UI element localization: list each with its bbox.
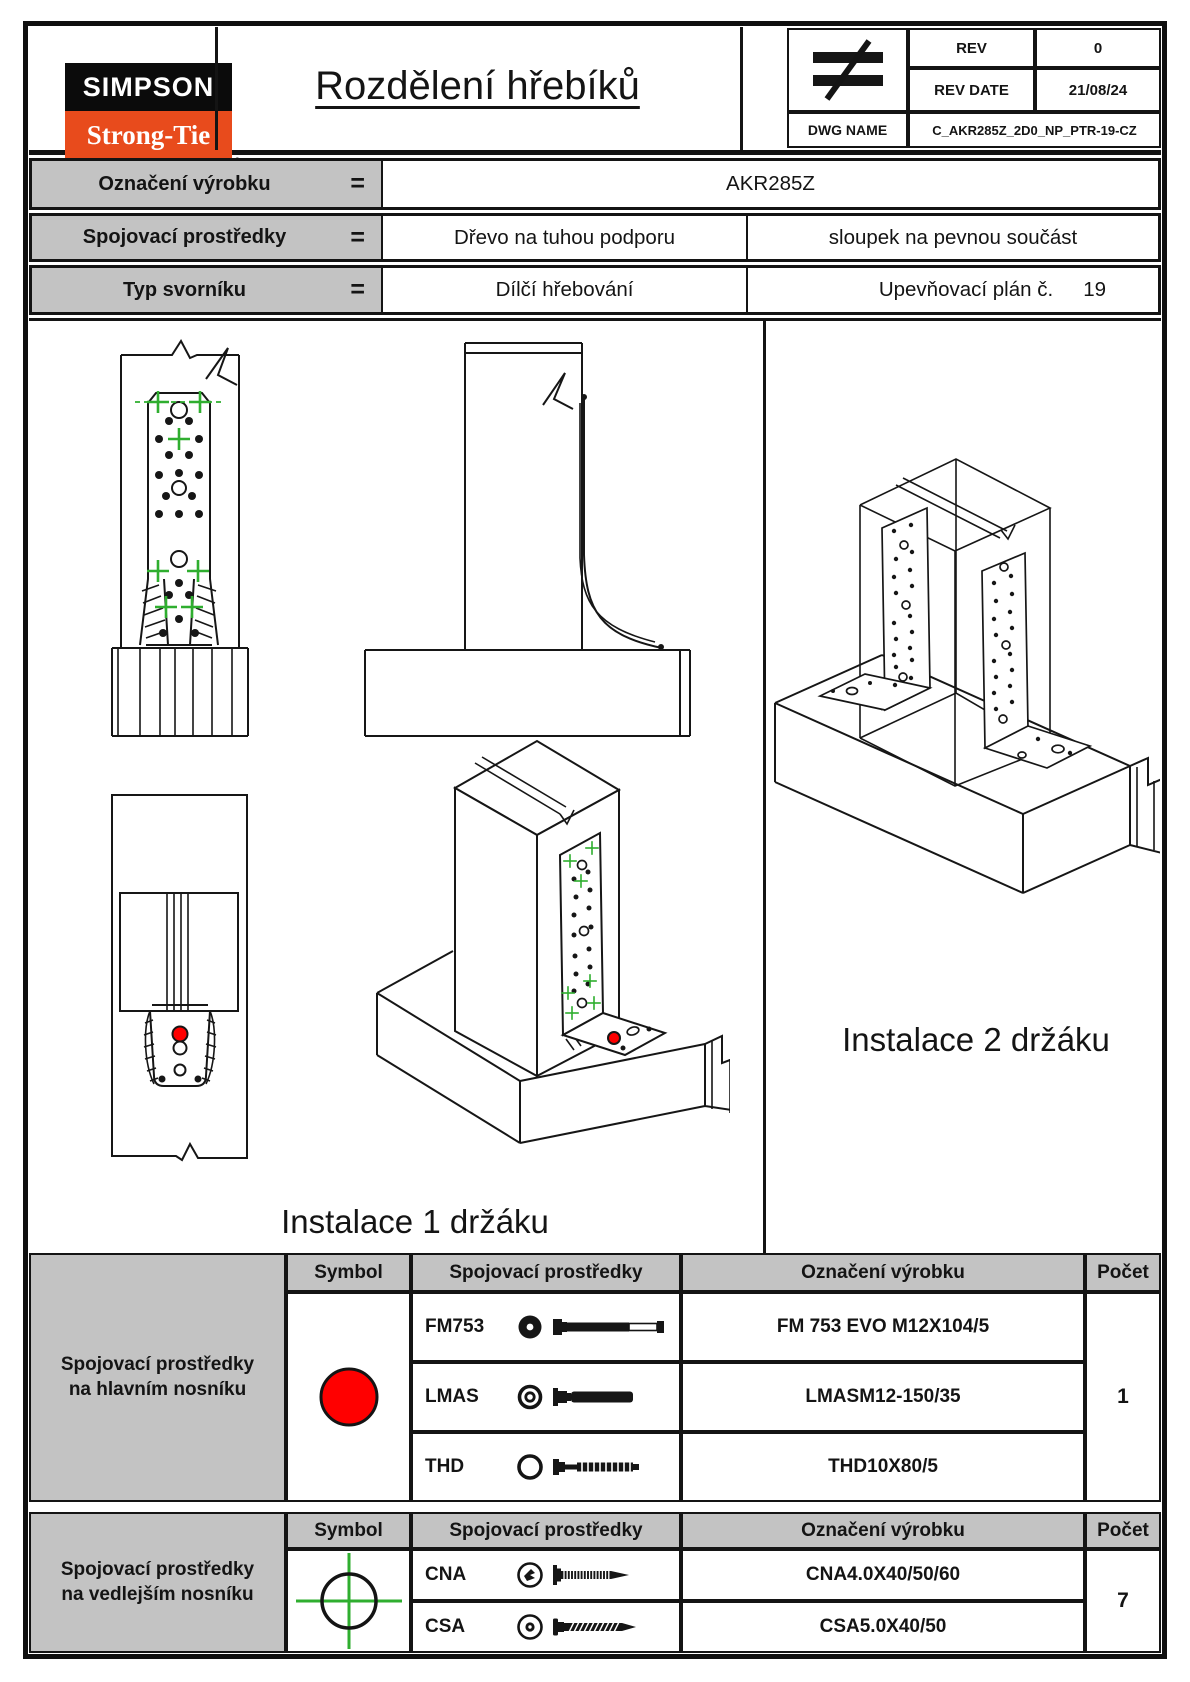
equals-sign: = bbox=[350, 275, 365, 304]
iso-view-1-drawing bbox=[370, 713, 730, 1243]
column-header-fasteners: Spojovací prostředky bbox=[411, 1253, 681, 1292]
bolt-type-label: Typ svorníku = bbox=[32, 268, 383, 312]
column-header-product: Označení výrobku bbox=[681, 1512, 1085, 1549]
fixing-plan-number: 19 bbox=[1083, 278, 1106, 301]
fastener-code: THD bbox=[425, 1456, 465, 1477]
page-title: Rozdělení hřebíků bbox=[315, 63, 640, 108]
csa-screw-icon bbox=[551, 1612, 675, 1642]
column-header-product: Označení výrobku bbox=[681, 1253, 1085, 1292]
beam bbox=[112, 648, 248, 736]
thd-ring-icon bbox=[515, 1452, 545, 1482]
rev-label-cell: REV bbox=[908, 28, 1035, 68]
rev-value-cell: 0 bbox=[1035, 28, 1161, 68]
strongtie-wordmark: Strong-Tie bbox=[65, 111, 232, 160]
iso-view-2-drawing bbox=[770, 433, 1160, 1013]
beam-outline bbox=[112, 795, 247, 1160]
fastener-code: LMAS bbox=[425, 1386, 479, 1407]
fasteners-value-1: Dřevo na tuhou podporu bbox=[383, 216, 748, 259]
main-count-cell: 1 bbox=[1085, 1292, 1161, 1502]
install-1-caption: Instalace 1 držáku bbox=[281, 1203, 549, 1240]
not-equal-icon bbox=[802, 37, 894, 103]
main-table-row-label: Spojovací prostředky na hlavním nosníku bbox=[29, 1253, 286, 1502]
dwg-name-label-cell: DWG NAME bbox=[787, 112, 908, 148]
install-2-caption: Instalace 2 držáku bbox=[842, 1021, 1110, 1058]
product-cell: LMASM12-150/35 bbox=[681, 1362, 1085, 1432]
fastener-code: CSA bbox=[425, 1616, 466, 1637]
secondary-fasteners-table bbox=[29, 1512, 1161, 1653]
simpson-wordmark: SIMPSON bbox=[65, 63, 232, 111]
column-header-count: Počet bbox=[1085, 1253, 1161, 1292]
column-header-fasteners: Spojovací prostředky bbox=[411, 1512, 681, 1549]
column-header-count: Počet bbox=[1085, 1512, 1161, 1549]
cna-nail-icon bbox=[551, 1560, 675, 1590]
product-cell: CNA4.0X40/50/60 bbox=[681, 1549, 1085, 1601]
post-section bbox=[120, 893, 238, 1011]
column-header-symbol: Symbol bbox=[286, 1253, 411, 1292]
fastener-code: FM753 bbox=[425, 1316, 485, 1337]
red-anchor-marker bbox=[173, 1027, 188, 1042]
main-fasteners-table bbox=[29, 1253, 1161, 1502]
product-value: AKR285Z bbox=[726, 172, 815, 195]
lmas-ring-icon bbox=[515, 1382, 545, 1412]
bracket-profile bbox=[580, 394, 664, 650]
fixing-plan-cell bbox=[748, 268, 1158, 312]
csa-ring-dot-icon bbox=[515, 1612, 545, 1642]
post-outline bbox=[465, 343, 582, 650]
secondary-table-row-label: Spojovací prostředky na vedlejším nosníku bbox=[29, 1512, 286, 1653]
cna-anchor-icon bbox=[515, 1560, 545, 1590]
side-view-drawing bbox=[360, 333, 695, 743]
header-divider-2 bbox=[740, 27, 743, 150]
info-row-fasteners bbox=[29, 213, 1161, 262]
drawing-area-divider bbox=[763, 321, 766, 1256]
fm753-bolt-icon bbox=[551, 1312, 675, 1342]
info-row-bolt-type bbox=[29, 265, 1161, 315]
red-anchor-marker bbox=[608, 1032, 620, 1044]
drawing-area bbox=[29, 318, 1161, 1256]
secondary-symbol-cell bbox=[286, 1549, 411, 1653]
break-symbol bbox=[543, 373, 573, 409]
bracket-right bbox=[982, 553, 1090, 768]
bracket-left bbox=[820, 508, 930, 710]
info-row-product bbox=[29, 158, 1161, 210]
equals-sign: = bbox=[350, 169, 365, 198]
product-cell: FM 753 EVO M12X104/5 bbox=[681, 1292, 1085, 1362]
column-header-symbol: Symbol bbox=[286, 1512, 411, 1549]
bolt-type-value: Dílčí hřebování bbox=[383, 268, 748, 312]
rev-date-value-cell: 21/08/24 bbox=[1035, 68, 1161, 112]
revision-symbol-cell bbox=[787, 28, 908, 112]
fastener-code: CNA bbox=[425, 1564, 467, 1585]
fastener-row-thd bbox=[411, 1432, 681, 1502]
front-view-drawing bbox=[80, 333, 260, 743]
secondary-count-cell: 7 bbox=[1085, 1549, 1161, 1653]
green-crosshair-icon bbox=[290, 1551, 408, 1651]
fastener-row-lmas bbox=[411, 1362, 681, 1432]
equals-sign: = bbox=[350, 223, 365, 251]
top-view-drawing bbox=[100, 783, 270, 1173]
rev-date-label-cell: REV DATE bbox=[908, 68, 1035, 112]
fixing-plan-label: Upevňovací plán č. bbox=[878, 278, 1054, 301]
thd-screw-icon bbox=[551, 1452, 675, 1482]
fm753-dot-icon bbox=[515, 1312, 545, 1342]
main-symbol-cell bbox=[286, 1292, 411, 1502]
product-label: Označení výrobku = bbox=[32, 161, 383, 207]
lmas-bolt-icon bbox=[551, 1382, 675, 1412]
bracket-foot-plan bbox=[144, 1005, 216, 1086]
dwg-name-value-cell: C_AKR285Z_2D0_NP_PTR-19-CZ bbox=[908, 112, 1161, 148]
fasteners-label: Spojovací prostředky = bbox=[32, 216, 383, 259]
fastener-row-fm753 bbox=[411, 1292, 681, 1362]
red-circle-icon bbox=[314, 1362, 384, 1432]
fastener-row-cna bbox=[411, 1549, 681, 1601]
product-cell: THD10X80/5 bbox=[681, 1432, 1085, 1502]
fasteners-value-2: sloupek na pevnou součást bbox=[828, 225, 1078, 249]
product-cell: CSA5.0X40/50 bbox=[681, 1601, 1085, 1653]
break-symbol bbox=[206, 348, 237, 385]
fastener-row-csa bbox=[411, 1601, 681, 1653]
